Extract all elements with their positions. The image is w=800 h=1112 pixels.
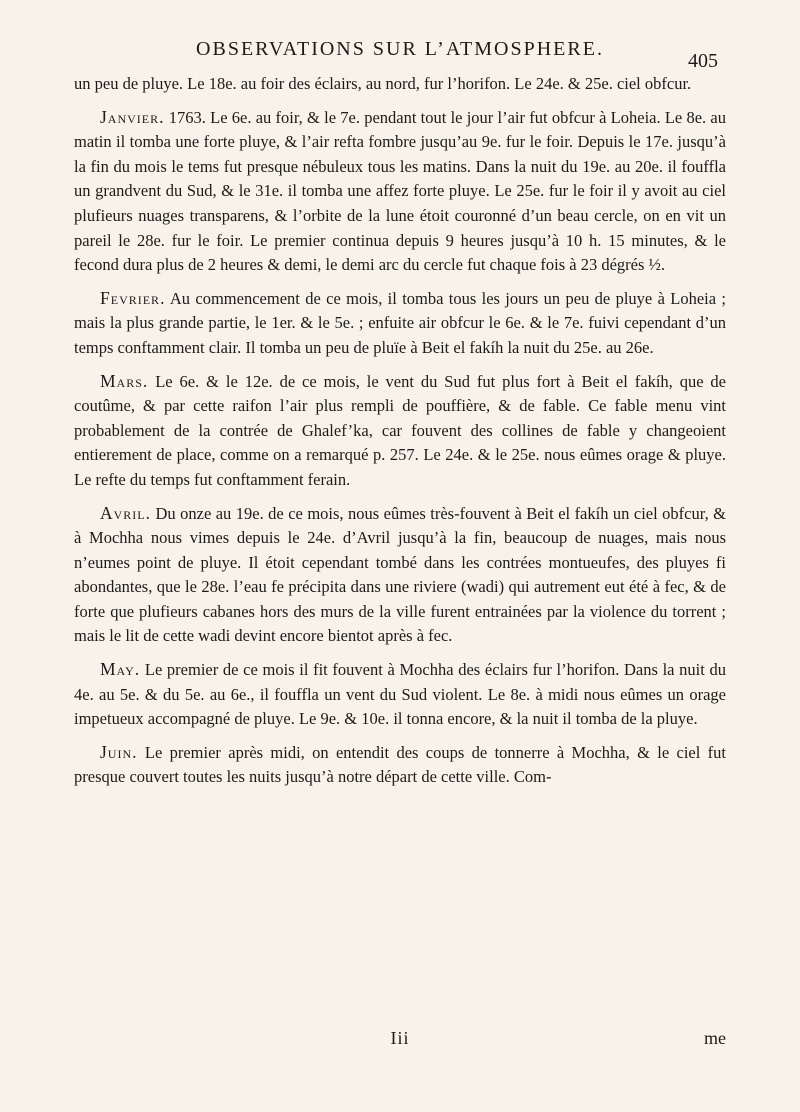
paragraph-text: Le premier après midi, on entendit des coups de tonnerre à Mochha, & le ciel fut presque couvert toutes les nuits jusqu’à notre départ de cette ville. Com- bbox=[74, 742, 726, 787]
page-header bbox=[100, 38, 718, 72]
paragraph-avril bbox=[74, 501, 726, 650]
paragraph-text: Du onze au 19e. de ce mois, nous eûmes très-fouvent à Beit el fakíh un ciel obfcur, & à Mochha nous vimes depuis le 24e. d’Avril jusqu’à la fin, beaucoup de nuages, mais nous n’eumes point de pluye. Il étoit cependant tombé dans les contrées montueufes, des pluyes fi abondantes, que le 28e. l’eau fe précipita dans une riviere (wadi) qui autrement eut été à fec, & de forte que plufieurs cabanes hors des murs de la ville furent entrainées par la violence du torrent ; mais le lit de cette wadi devint encore bientot après à fec. bbox=[74, 503, 727, 646]
paragraph-juin bbox=[74, 740, 726, 790]
signature-mark: Iii bbox=[390, 1028, 410, 1048]
page-footer bbox=[74, 1028, 726, 1056]
month-heading: May. bbox=[100, 659, 141, 680]
paragraph-text: 1763. Le 6e. au foir, & le 7e. pendant tout le jour l’air fut obfcur à Loheia. Le 8e. au matin il tomba une forte pluye, & l’air refta fombre jusqu’au 9e. fur le foir. Depuis le 17e. jusqu’à la fin du mois le tems fut presque nébuleux tous les matins. Dans la nuit du 19e. au 20e. il fouffla un grandvent du Sud, & le 31e. il tomba une affez forte pluye. Le 25e. fur le foir il y avoit au ciel plufieurs nuages transparens, & l’orbite de la lune étoit couronné d’un beau cercle, on en vit un pareil le 28e. fur le foir. Le premier continua depuis 9 heures jusqu’à 10 h. 15 minutes, & le fecond dura plus de 2 heures & demi, le demi arc du cercle fut chaque fois à 23 dégrés ½. bbox=[74, 107, 726, 275]
month-heading: Janvier. bbox=[100, 106, 165, 127]
page-number: 405 bbox=[688, 50, 718, 72]
paragraph-text: un peu de pluye. Le 18e. au foir des éclairs, au nord, fur l’horifon. Le 24e. & 25e. ciel obfcur. bbox=[74, 74, 692, 93]
running-title: OBSERVATIONS SUR L’ATMOSPHERE. bbox=[196, 38, 604, 60]
paragraph-janvier bbox=[74, 105, 726, 278]
month-heading: Avril. bbox=[100, 502, 152, 523]
paragraph-text: Le 6e. & le 12e. de ce mois, le vent du Sud fut plus fort à Beit el fakíh, que de coutûme, & par cette raifon l’air plus rempli de pouffière, & de fable. Ce fable menu vint probablement de la contrée de Ghalef’ka, car fouvent des collines de fable y changeoient entierement de place, comme on a remarqué p. 257. Le 24e. & le 25e. nous eûmes orage & pluye. Le refte du temps fut conftamment ferain. bbox=[74, 371, 727, 489]
paragraph-text: Le premier de ce mois il fit fouvent à Mochha des éclairs fur l’horifon. Dans la nuit du 4e. au 5e. & du 5e. au 6e., il fouffla un vent du Sud violent. Le 8e. à midi nous eûmes un orage impetueux accompagné de pluye. Le 9e. & 10e. il tonna encore, & la nuit il tomba de la pluye. bbox=[74, 660, 727, 729]
paragraph-continuation bbox=[74, 72, 726, 97]
month-heading: Mars. bbox=[100, 370, 149, 391]
month-heading: Fevrier. bbox=[100, 287, 166, 308]
catchword: me bbox=[704, 1028, 726, 1048]
paragraph-mars bbox=[74, 369, 726, 493]
paragraph-may bbox=[74, 657, 726, 732]
paragraph-fevrier bbox=[74, 286, 726, 361]
paragraph-text: Au commencement de ce mois, il tomba tous les jours un peu de pluye à Loheia ; mais la plus grande partie, le 1er. & le 5e. ; enfuite air obfcur le 6e. & le 7e. fuivi cependant d’un temps conftamment clair. Il tomba un peu de pluïe à Beit el fakíh la nuit du 25e. au 26e. bbox=[74, 288, 726, 357]
body-text bbox=[74, 72, 726, 798]
month-heading: Juin. bbox=[100, 741, 138, 762]
